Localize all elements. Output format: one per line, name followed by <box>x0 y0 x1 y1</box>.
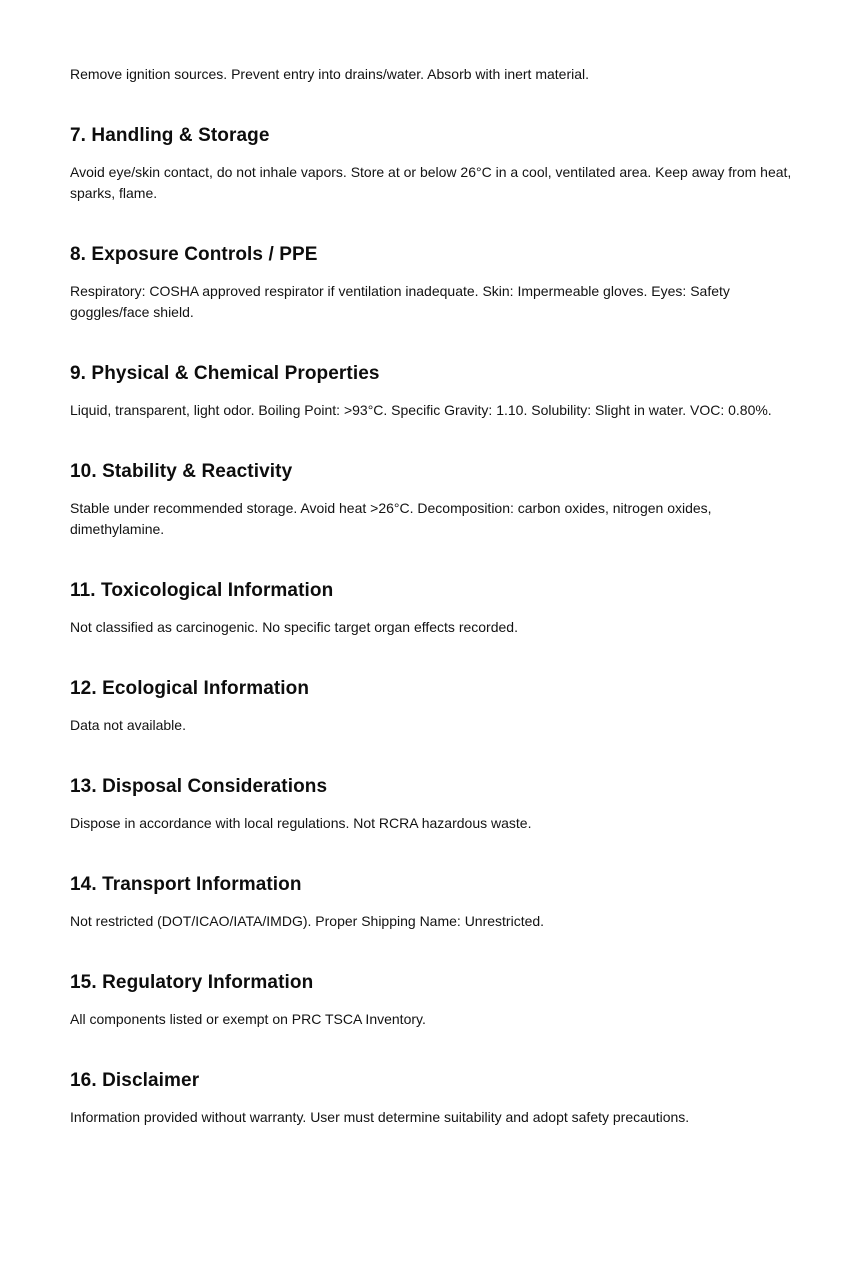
section-heading: 14. Transport Information <box>70 874 302 895</box>
section-heading: 10. Stability & Reactivity <box>70 461 293 482</box>
section-transport-information <box>70 874 796 932</box>
section-body: Liquid, transparent, light odor. Boiling Point: >93°C. Specific Gravity: 1.10. Solubility: Slight in water. VOC: 0.80%. <box>70 402 772 418</box>
section-body: All components listed or exempt on PRC TSCA Inventory. <box>70 1011 426 1027</box>
section-toxicological-information <box>70 580 796 638</box>
section-heading: 11. Toxicological Information <box>70 580 334 601</box>
section-heading: 7. Handling & Storage <box>70 125 270 146</box>
section-heading: 16. Disclaimer <box>70 1070 200 1091</box>
section-body: Not classified as carcinogenic. No specific target organ effects recorded. <box>70 619 518 635</box>
section-heading: 8. Exposure Controls / PPE <box>70 244 318 265</box>
section-body: Stable under recommended storage. Avoid heat >26°C. Decomposition: carbon oxides, nitrogen oxides, dimethylamine. <box>70 500 712 537</box>
section-body: Avoid eye/skin contact, do not inhale vapors. Store at or below 26°C in a cool, ventilated area. Keep away from heat, sparks, flame. <box>70 164 792 201</box>
section-body: Dispose in accordance with local regulations. Not RCRA hazardous waste. <box>70 815 532 831</box>
section-body: Respiratory: COSHA approved respirator if ventilation inadequate. Skin: Impermeable gloves. Eyes: Safety goggles/face shield. <box>70 283 730 320</box>
section-heading: 12. Ecological Information <box>70 678 310 699</box>
section-body: Information provided without warranty. User must determine suitability and adopt safety precautions. <box>70 1109 690 1125</box>
section-disposal-considerations <box>70 776 796 834</box>
section-physical-chemical-properties <box>70 363 796 421</box>
section-regulatory-information <box>70 972 796 1030</box>
intro-paragraph: Remove ignition sources. Prevent entry into drains/water. Absorb with inert material. <box>70 66 590 82</box>
section-heading: 9. Physical & Chemical Properties <box>70 363 380 384</box>
section-disclaimer <box>70 1070 796 1128</box>
section-body: Data not available. <box>70 717 186 733</box>
section-exposure-controls-ppe <box>70 244 796 323</box>
section-heading: 13. Disposal Considerations <box>70 776 328 797</box>
section-body: Not restricted (DOT/ICAO/IATA/IMDG). Proper Shipping Name: Unrestricted. <box>70 913 545 929</box>
section-handling-storage <box>70 125 796 204</box>
section-heading: 15. Regulatory Information <box>70 972 314 993</box>
section-stability-reactivity <box>70 461 796 540</box>
section-ecological-information <box>70 678 796 736</box>
